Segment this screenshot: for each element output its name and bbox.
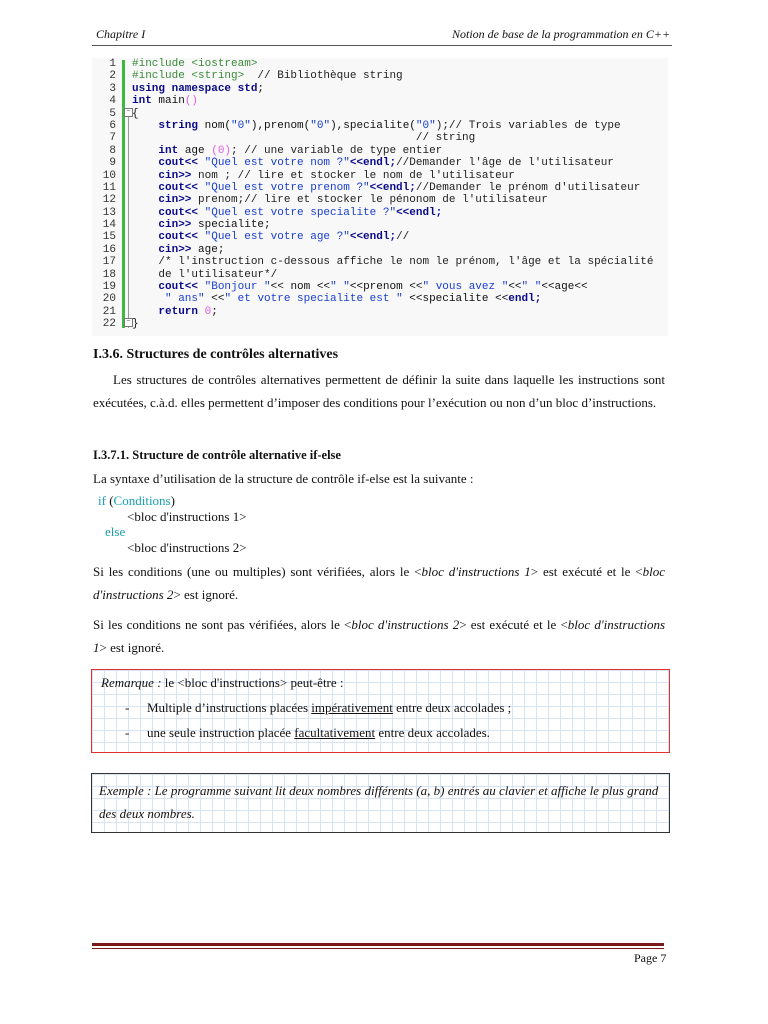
line-number: 6 <box>109 119 116 132</box>
code-line: cin>> prenom;// lire et stocker le pénonom de l'utilisateur <box>132 194 548 207</box>
syntax-bloc1: <bloc d'instructions 1> <box>127 509 247 524</box>
code-line: cin>> nom ; // lire et stocker le nom de l'utilisateur <box>132 169 515 182</box>
exemple-box <box>91 773 670 833</box>
code-line: cin>> specialite; <box>132 219 271 232</box>
code-line: cout<< "Quel est votre nom ?"<<endl;//Demander l'âge de l'utilisateur <box>132 157 614 170</box>
line-number: 4 <box>109 95 116 108</box>
code-line: #include <iostream> <box>132 58 258 70</box>
syntax-intro: La syntaxe d’utilisation de la structure de contrôle if-else est la suivante : <box>93 471 474 486</box>
header-chapter: Chapitre I <box>96 27 146 41</box>
line-number: 8 <box>109 144 116 157</box>
intro-paragraph: Les structures de contrôles alternatives permettent de définir la suite dans laquelle les instructions sont exécutées, c.à.d. elles permettent d’imposer des conditions pour l’exécution ou non d’un bloc d’instructions. <box>93 372 665 410</box>
code-line: } <box>132 318 139 331</box>
line-number: 5 <box>109 107 116 120</box>
line-number: 21 <box>102 305 116 318</box>
fold-toggle-icon[interactable]: − <box>124 108 133 117</box>
paragraph-conditions-false: Si les conditions ne sont pas vérifiées, alors le <bloc d'instructions 2> est exécuté et le <bloc d'instructions 1> est ignoré. <box>93 617 666 655</box>
line-numbers <box>92 58 116 336</box>
line-number: 3 <box>109 82 116 95</box>
exemple-text: Exemple : Le programme suivant lit deux nombres différents (a, b) entrés au clavier et affiche le plus grand des deux nombres. <box>99 783 659 821</box>
line-number: 20 <box>102 293 116 306</box>
line-number: 19 <box>102 281 116 294</box>
line-number: 12 <box>102 194 116 207</box>
else-keyword: else <box>105 524 126 539</box>
list-item: - <box>125 700 130 715</box>
list-item: une seule instruction placée facultativement entre deux accolades. <box>147 725 490 740</box>
line-number: 14 <box>102 219 116 232</box>
section-title: I.3.6. Structures de contrôles alternatives <box>93 347 339 362</box>
line-number: 22 <box>102 318 116 331</box>
page-number: Page 7 <box>634 951 667 965</box>
line-number: 7 <box>109 132 116 145</box>
code-line: cout<< "Bonjour "<< nom <<" "<<prenom <<" vous avez "<<" "<<age<< <box>132 281 588 294</box>
remarque-box <box>91 669 670 753</box>
code-line: int age (0); // une variable de type entier <box>132 144 443 157</box>
code-line: { <box>132 107 139 120</box>
code-line: cout<< "Quel est votre specialite ?"<<endl; <box>132 206 443 219</box>
list-item: - <box>125 725 130 740</box>
code-line: // string <box>132 132 476 145</box>
code-line: int main() <box>132 95 199 108</box>
header-rule <box>92 45 672 46</box>
subsection-title: I.3.7.1. Structure de contrôle alternative if-else <box>93 448 341 462</box>
code-line: using namespace std; <box>132 82 265 95</box>
line-number: 13 <box>102 206 116 219</box>
code-line: return 0; <box>132 305 218 318</box>
line-number: 9 <box>109 157 116 170</box>
syntax-if-line: if (Conditions) <box>98 493 175 508</box>
line-number: 1 <box>109 58 116 70</box>
fold-toggle-icon[interactable]: − <box>124 318 133 327</box>
code-line: cin>> age; <box>132 243 225 256</box>
footer-rule <box>92 943 664 946</box>
line-number: 10 <box>102 169 116 182</box>
code-block <box>92 58 668 336</box>
list-item: Multiple d’instructions placées impérativement entre deux accolades ; <box>147 700 512 715</box>
code-line: string nom("0"),prenom("0"),specialite("0");// Trois variables de type <box>132 119 621 132</box>
line-number: 18 <box>102 268 116 281</box>
line-number: 15 <box>102 231 116 244</box>
change-marker <box>122 60 125 328</box>
code-line: cout<< "Quel est votre age ?"<<endl;// <box>132 231 410 244</box>
remarque-label: Remarque : <box>101 675 162 690</box>
line-number: 16 <box>102 243 116 256</box>
code-lines <box>132 58 664 331</box>
line-number: 11 <box>102 181 116 194</box>
syntax-bloc2: <bloc d'instructions 2> <box>127 540 247 555</box>
if-keyword: if <box>98 493 106 508</box>
code-line: #include <string> // Bibliothèque string <box>132 70 403 83</box>
code-line: " ans" <<" et votre specialite est " <<specialite <<endl; <box>132 293 542 306</box>
code-line: cout<< "Quel est votre prenom ?"<<endl;//Demander le prénom d'utilisateur <box>132 181 641 194</box>
conditions-label: Conditions <box>113 493 171 508</box>
paragraph-conditions-true: Si les conditions (une ou multiples) sont vérifiées, alors le <bloc d'instructions 1> est exécuté et le <bloc d'instructions 2> est ignoré. <box>93 564 666 602</box>
header-title: Notion de base de la programmation en C++ <box>452 27 671 41</box>
code-line: de l'utilisateur*/ <box>132 268 278 281</box>
line-number: 17 <box>102 256 116 269</box>
code-line: /* l'instruction c-dessous affiche le nom le prénom, l'âge et la spécialité <box>132 256 654 269</box>
fold-line <box>128 112 129 328</box>
remarque-heading: Remarque : le <bloc d'instructions> peut-être : <box>101 675 344 690</box>
footer-rule <box>92 948 664 949</box>
line-number: 2 <box>109 70 116 83</box>
